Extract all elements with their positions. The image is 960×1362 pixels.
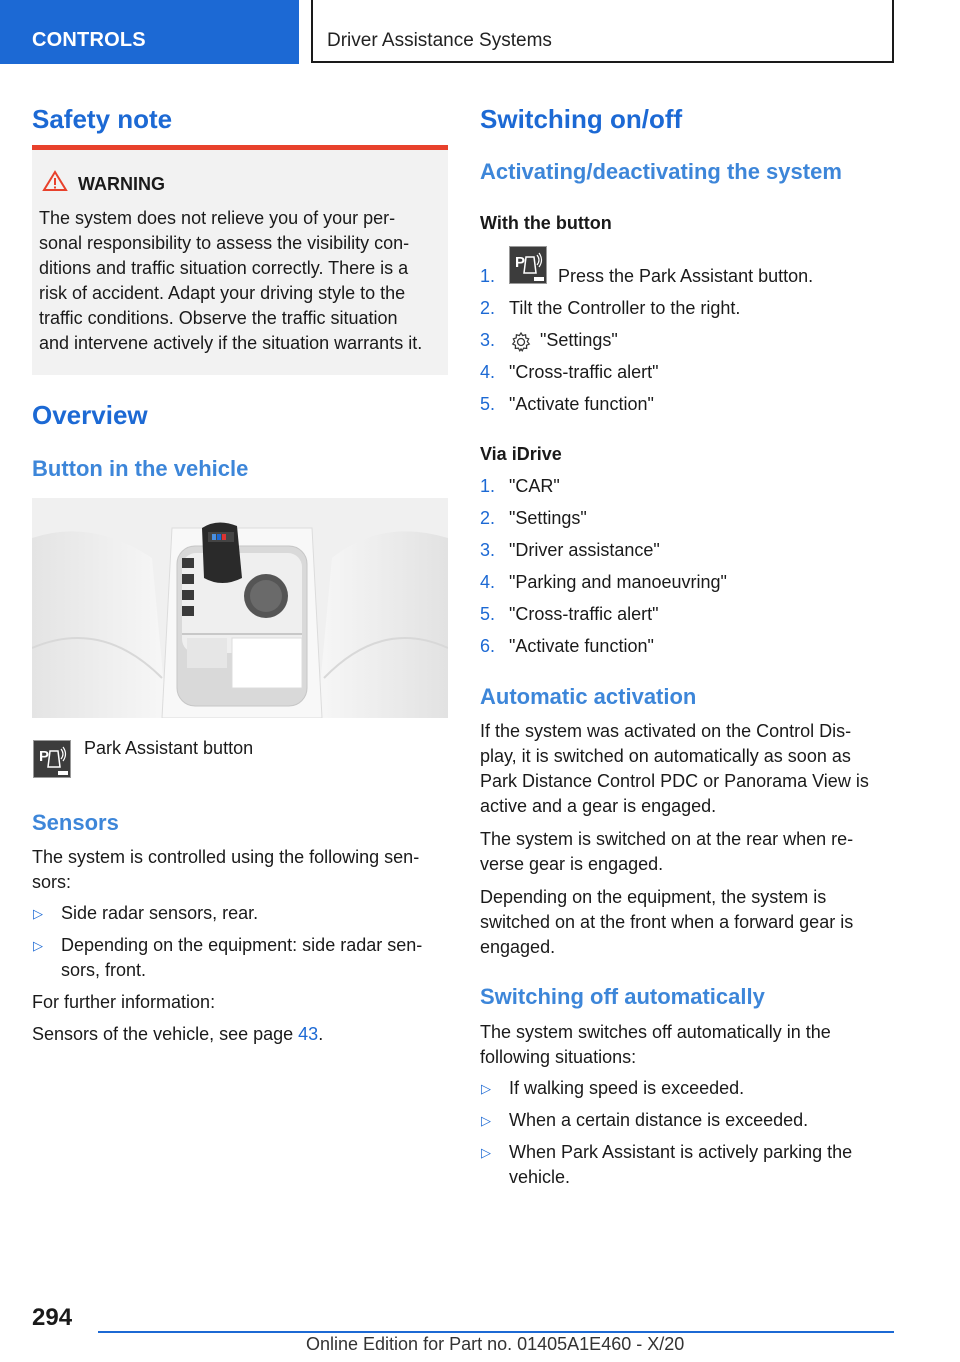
switch-off-item-line: vehicle. (509, 1167, 571, 1187)
warning-line: ditions and traffic situation correctly. There is a (39, 258, 409, 278)
switching-off-intro (480, 1020, 900, 1070)
step-number: 4. (480, 362, 496, 382)
switch-off-item: When a certain distance is exceeded. (509, 1110, 809, 1130)
safety-note-heading: Safety note (32, 104, 173, 134)
switching-off-automatically-heading: Switching off automatically (480, 984, 765, 1009)
with-button-label: With the button (480, 213, 612, 233)
via-idrive-label: Via iDrive (480, 444, 562, 464)
step-text: "Parking and manoeuvring" (509, 572, 727, 592)
page-number: 294 (32, 1304, 73, 1331)
footer-edition: Online Edition for Part no. 01405A1E460 - X/20 (306, 1334, 685, 1354)
svg-text:P: P (39, 748, 50, 765)
center-console-illustration (32, 498, 448, 718)
step-text: "Activate function" (509, 394, 654, 414)
sensors-item (61, 933, 422, 983)
warning-line: and intervene actively if the situation warrants it. (39, 333, 423, 353)
settings-gear-icon (510, 331, 532, 353)
footer-rule (98, 1331, 894, 1333)
warning-line: sonal responsibility to assess the visibility con- (39, 233, 410, 253)
see-page-suffix: . (318, 1024, 324, 1044)
step-number: 5. (480, 394, 496, 414)
triangle-bullet-icon: ▷ (33, 906, 43, 921)
triangle-bullet-icon: ▷ (481, 1145, 491, 1160)
switch-off-item-line: When Park Assistant is actively parking the (509, 1142, 853, 1162)
page-43-link[interactable]: 43 (298, 1024, 319, 1044)
paragraph-line: The system is switched on at the rear when re- (480, 829, 854, 849)
step-text: "Driver assistance" (509, 540, 660, 560)
step-text: "Activate function" (509, 636, 654, 656)
paragraph-line: following situations: (480, 1047, 637, 1067)
activating-heading: Activating/deactivating the system (480, 159, 842, 184)
sensors-heading: Sensors (32, 810, 119, 835)
automatic-activation-heading: Automatic activation (480, 684, 697, 709)
further-info-text: For further information: (32, 992, 216, 1012)
step-text: "CAR" (509, 476, 560, 496)
sensors-item: Side radar sensors, rear. (61, 903, 259, 923)
warning-line: traffic conditions. Observe the traffic situation (39, 308, 398, 328)
triangle-bullet-icon: ▷ (481, 1081, 491, 1096)
step-text: "Cross-traffic alert" (509, 362, 659, 382)
paragraph-line: play, it is switched on automatically as soon as (480, 746, 851, 766)
paragraph-line: Park Distance Control PDC or Panorama View is (480, 771, 869, 791)
paragraph-line: verse gear is engaged. (480, 854, 664, 874)
automatic-activation-paragraph (480, 719, 900, 819)
step-number: 3. (480, 330, 496, 350)
step-number: 4. (480, 572, 496, 592)
sensors-item-line: sors, front. (61, 960, 147, 980)
sensors-intro-line: sors: (32, 872, 72, 892)
warning-line: risk of accident. Adapt your driving style to the (39, 283, 406, 303)
header-section-label: CONTROLS (32, 29, 146, 51)
sensors-intro-line: The system is controlled using the following sen- (32, 847, 420, 867)
warning-text (39, 206, 447, 356)
warning-triangle-icon (42, 170, 68, 192)
automatic-activation-paragraph (480, 827, 900, 877)
triangle-bullet-icon: ▷ (33, 938, 43, 953)
step-number: 1. (480, 476, 496, 496)
paragraph-line: Depending on the equipment, the system is (480, 887, 827, 907)
park-assistant-button-caption: Park Assistant button (84, 738, 254, 758)
automatic-activation-paragraph (480, 885, 900, 960)
paragraph-line: The system switches off automatically in the (480, 1022, 831, 1042)
paragraph-line: engaged. (480, 937, 556, 957)
step-number: 5. (480, 604, 496, 624)
step-number: 6. (480, 636, 496, 656)
paragraph-line: active and a gear is engaged. (480, 796, 717, 816)
step-text: "Settings" (540, 330, 618, 350)
paragraph-line: switched on at the front when a forward gear is (480, 912, 854, 932)
button-in-vehicle-heading: Button in the vehicle (32, 456, 249, 481)
step-text: Tilt the Controller to the right. (509, 298, 741, 318)
step-number: 2. (480, 298, 496, 318)
switch-off-item (509, 1140, 852, 1190)
step-number: 1. (480, 266, 496, 286)
triangle-bullet-icon: ▷ (481, 1113, 491, 1128)
switch-off-item: If walking speed is exceeded. (509, 1078, 745, 1098)
warning-line: The system does not relieve you of your per- (39, 208, 396, 228)
see-page-reference (32, 1022, 323, 1047)
park-assistant-button-icon (509, 246, 547, 284)
sensors-item-line: Depending on the equipment: side radar sen- (61, 935, 423, 955)
warning-box (32, 150, 448, 375)
step-number: 2. (480, 508, 496, 528)
switching-heading: Switching on/off (480, 104, 683, 134)
svg-text:P: P (515, 254, 526, 271)
see-page-prefix: Sensors of the vehicle, see page (32, 1024, 299, 1044)
park-assistant-button-icon (33, 740, 71, 778)
step-number: 3. (480, 540, 496, 560)
warning-title: WARNING (78, 174, 165, 194)
step-text: Press the Park Assistant button. (558, 266, 814, 286)
sensors-intro (32, 845, 448, 895)
header-section-tab (0, 0, 299, 64)
header-chapter-label: Driver Assistance Systems (327, 30, 552, 51)
center-console-photo (32, 498, 448, 718)
step-text: "Settings" (509, 508, 587, 528)
paragraph-line: If the system was activated on the Control Dis- (480, 721, 852, 741)
overview-heading: Overview (32, 400, 148, 430)
step-text: "Cross-traffic alert" (509, 604, 659, 624)
header-chapter-tab (311, 0, 894, 63)
